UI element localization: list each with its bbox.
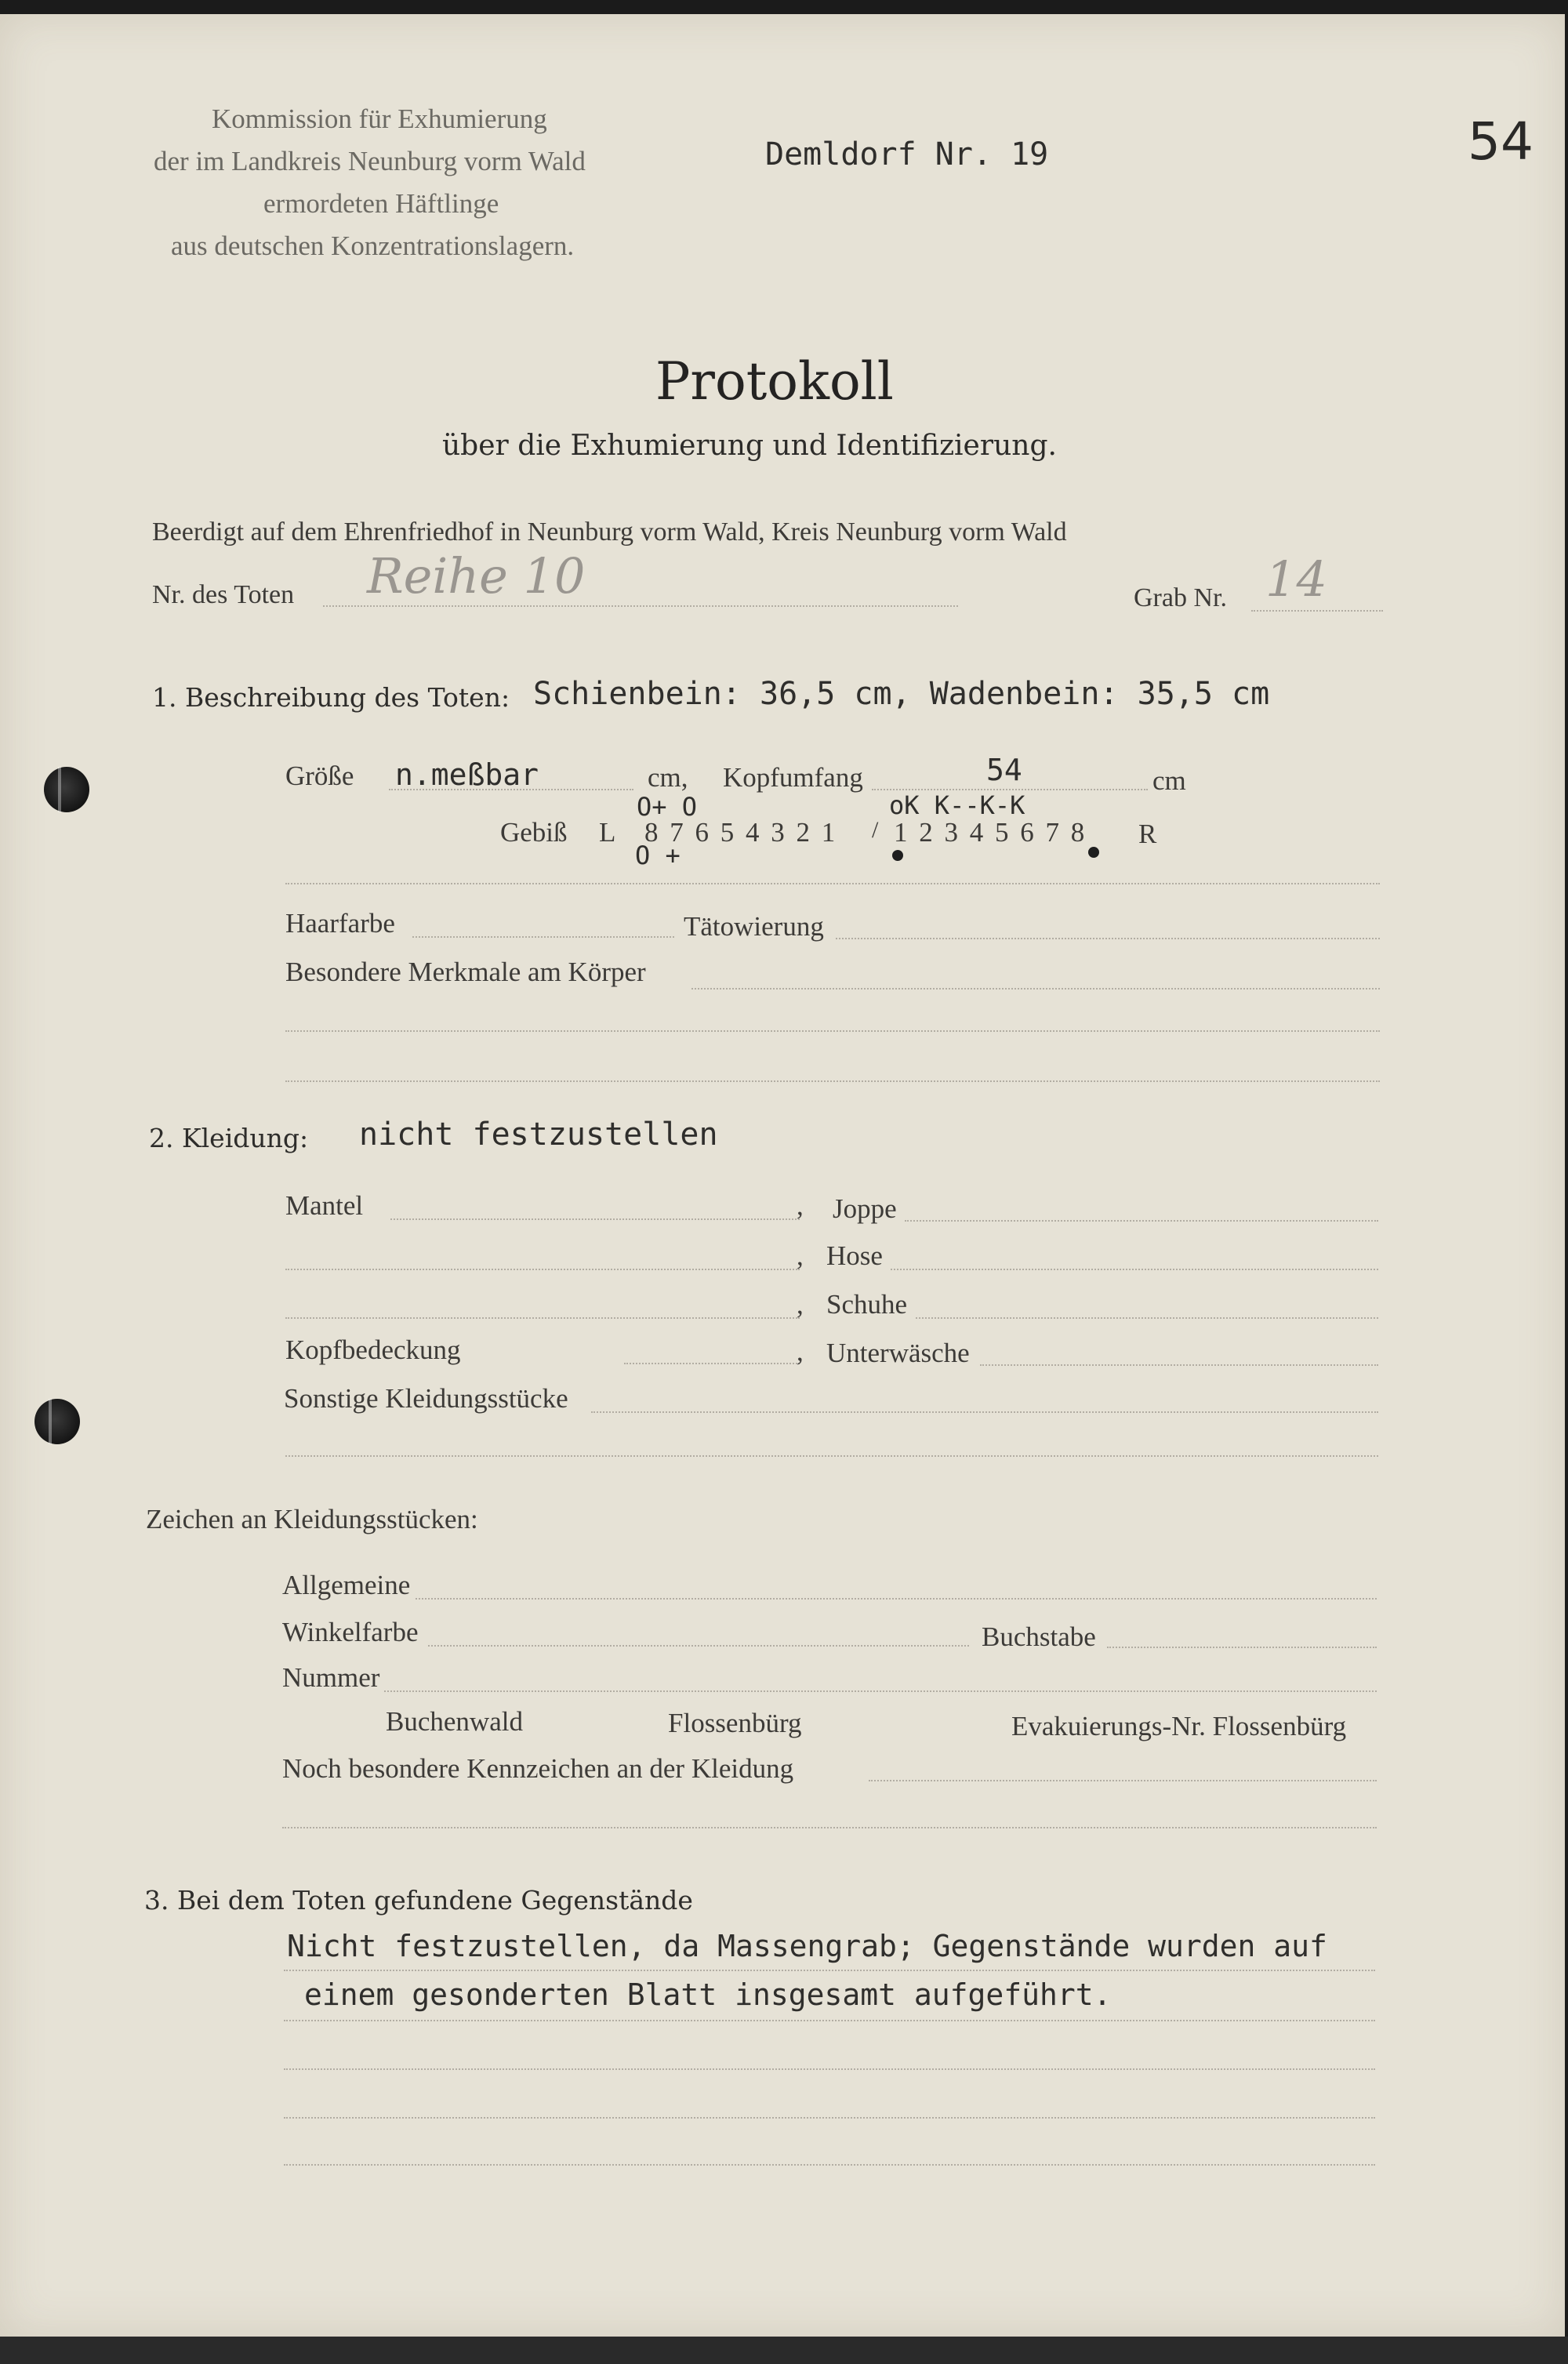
size-line (389, 789, 633, 790)
size-label: Größe (285, 761, 354, 791)
teeth-upper-right-marks: oK K--K-K (889, 790, 1025, 820)
number-line (384, 1690, 1377, 1692)
tattoo-label: Tätowierung (684, 911, 824, 942)
section-3-line-4 (284, 2117, 1375, 2119)
document-reference: Demldorf Nr. 19 (765, 136, 1049, 172)
teeth-separator: / (872, 817, 879, 843)
size-unit: cm, (648, 762, 688, 793)
clothing-marks-heading: Zeichen an Kleidungsstücken: (146, 1504, 478, 1534)
special-marks-line-2 (285, 1030, 1380, 1032)
other-clothing-line (591, 1411, 1378, 1413)
headwear-line (624, 1363, 800, 1364)
teeth-numbers-left: 8 7 6 5 4 3 2 1 (644, 817, 838, 848)
grave-number-line (1251, 610, 1383, 612)
comma: , (797, 1289, 804, 1320)
section-2-heading: 2. Kleidung: (149, 1123, 309, 1153)
section-3-line-5 (284, 2164, 1375, 2166)
general-label: Allgemeine (282, 1570, 411, 1600)
teeth-lower-left-marks: O + (635, 841, 681, 870)
org-line-4: aus deutschen Konzentrationslagern. (171, 231, 575, 261)
comma: , (797, 1240, 804, 1271)
comma: , (797, 1190, 804, 1221)
comma: , (797, 1336, 804, 1367)
tooth-mark-dot (892, 850, 903, 861)
teeth-left-side: L (599, 817, 616, 848)
section-3-typed-line-1: Nicht festzustellen, da Massengrab; Gegenstände wurden auf (287, 1929, 1327, 1963)
coat-line-2 (285, 1269, 800, 1270)
dead-number-line (323, 605, 958, 607)
trousers-label: Hose (826, 1240, 883, 1271)
other-clothing-marks-line (869, 1780, 1377, 1781)
other-clothing-label: Sonstige Kleidungsstücke (284, 1383, 568, 1414)
jacket-label: Joppe (833, 1193, 897, 1224)
shoes-line (916, 1317, 1378, 1319)
flossenbuerg-label: Flossenbürg (668, 1708, 802, 1738)
dead-number-label: Nr. des Toten (152, 580, 295, 609)
special-marks-line-3 (285, 1080, 1380, 1082)
teeth-numbers-right: 1 2 3 4 5 6 7 8 (894, 817, 1087, 848)
triangle-color-line (428, 1645, 969, 1647)
teeth-right-side: R (1138, 819, 1157, 849)
number-label: Nummer (282, 1662, 380, 1693)
evacuation-number-label: Evakuierungs-Nr. Flossenbürg (1011, 1711, 1347, 1741)
other-clothing-line-2 (285, 1455, 1378, 1457)
section-3-typed-line-2: einem gesonderten Blatt insgesamt aufgeführt. (304, 1977, 1112, 2012)
underwear-line (980, 1364, 1378, 1366)
org-line-2: der im Landkreis Neunburg vorm Wald (154, 146, 586, 176)
coat-line-3 (285, 1317, 800, 1319)
section-1-heading: 1. Beschreibung des Toten: (152, 682, 510, 713)
tattoo-line (836, 938, 1380, 939)
section-3-line-1 (284, 1970, 1375, 1971)
punch-hole-bottom (34, 1399, 80, 1444)
general-line (416, 1598, 1377, 1600)
other-clothing-marks-label: Noch besondere Kennzeichen an der Kleidung (282, 1753, 794, 1784)
buchenwald-label: Buchenwald (386, 1706, 523, 1737)
head-circumference-label: Kopfumfang (723, 762, 863, 793)
page-title: Protokoll (655, 351, 894, 412)
punch-hole-top (44, 767, 89, 812)
other-clothing-marks-line-2 (282, 1827, 1377, 1828)
size-value: n.meßbar (395, 757, 539, 792)
org-line-1: Kommission für Exhumierung (212, 103, 547, 134)
tooth-mark-dot (1088, 847, 1099, 858)
shoes-label: Schuhe (826, 1289, 908, 1320)
section-3-heading: 3. Bei dem Toten gefundene Gegenstände (144, 1885, 693, 1916)
teeth-upper-left-marks: O+ O (637, 792, 698, 822)
dead-number-value: Reihe 10 (367, 547, 586, 605)
page-subtitle: über die Exhumierung und Identifizierung. (442, 430, 1057, 462)
hair-color-label: Haarfarbe (285, 908, 395, 939)
letter-label: Buchstabe (982, 1621, 1096, 1652)
coat-line (390, 1218, 800, 1220)
underwear-label: Unterwäsche (826, 1338, 970, 1368)
section-3-line-2 (284, 2020, 1375, 2021)
trousers-line (891, 1269, 1378, 1270)
triangle-color-label: Winkelfarbe (282, 1617, 419, 1647)
section-3-line-3 (284, 2068, 1375, 2070)
coat-label: Mantel (285, 1190, 364, 1221)
letter-line (1107, 1647, 1377, 1648)
teeth-line (285, 883, 1380, 884)
burial-text: Beerdigt auf dem Ehrenfriedhof in Neunburg vorm Wald, Kreis Neunburg vorm Wald (152, 517, 1067, 547)
scan-border (0, 2337, 1568, 2364)
head-circumference-unit: cm (1152, 765, 1186, 796)
special-marks-label: Besondere Merkmale am Körper (285, 957, 646, 987)
grave-number-label: Grab Nr. (1134, 583, 1227, 612)
headwear-label: Kopfbedeckung (285, 1335, 461, 1365)
teeth-label: Gebiß (500, 817, 568, 848)
section-1-typed-measurements: Schienbein: 36,5 cm, Wadenbein: 35,5 cm (533, 676, 1270, 712)
org-line-3: ermordeten Häftlinge (263, 188, 499, 219)
special-marks-line (691, 988, 1380, 990)
head-circumference-value: 54 (986, 753, 1022, 787)
jacket-line (905, 1220, 1378, 1222)
hair-color-line (412, 936, 674, 938)
page-number: 54 (1468, 111, 1534, 172)
section-2-typed-value: nicht festzustellen (359, 1117, 718, 1153)
grave-number-value: 14 (1265, 550, 1327, 608)
